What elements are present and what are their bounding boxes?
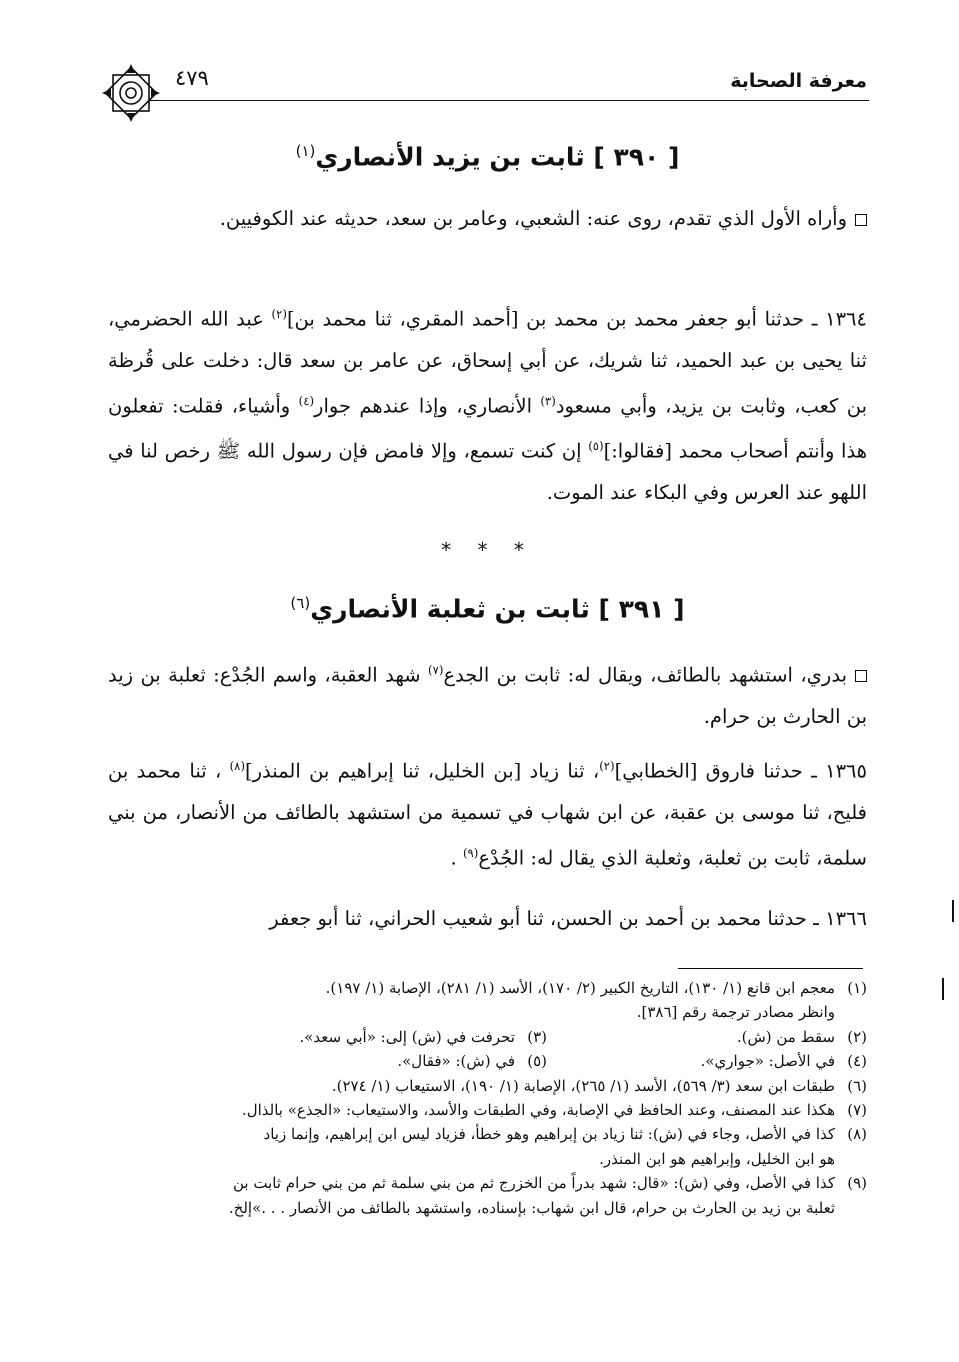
footnote-8-cont: هو ابن الخليل، وإبراهيم هو ابن المنذر. — [599, 1149, 835, 1168]
footnote-row-4-5 — [100, 1049, 867, 1073]
footnote-ref: (٧) — [428, 663, 444, 677]
footnotes — [100, 976, 867, 1220]
footnote-ref: (٤) — [298, 393, 315, 408]
footnote-number: (٧) — [847, 1101, 867, 1120]
margin-mark — [942, 978, 944, 1000]
footnote-ref: (٦) — [290, 594, 311, 612]
heading-text: [ ٣٩٠ ] ثابت بن يزيد الأنصاري — [315, 142, 680, 172]
footnote-text: تحرفت في (ش) إلى: «أبي سعد». — [299, 1027, 515, 1046]
footnote-6 — [100, 1074, 867, 1098]
heading-text: [ ٣٩١ ] ثابت بن ثعلبة الأنصاري — [310, 594, 685, 624]
footnote-text: في (ش): «فقال». — [397, 1052, 515, 1071]
footnote-2 — [547, 1025, 867, 1049]
intro-text: بدري، استشهد بالطائف، ويقال له: ثابت بن الجدع — [443, 663, 847, 687]
hadith-1365 — [108, 746, 867, 878]
footnote-ref: (٥) — [588, 439, 604, 453]
footnote-number: (٩) — [847, 1174, 867, 1193]
running-title: معرفة الصحابة — [730, 70, 867, 92]
hadith-text: وأشياء، فقلت: تفعلون هذا وأنتم أصحاب محمد [فقالوا:] — [108, 394, 867, 463]
footnote-text: معجم ابن قانع (١/ ١٣٠)، التاريخ الكبير (٢/ ١٧٠)، الأسد (١/ ٢٨١)، الإصابة (١/ ١٩٧). — [325, 979, 835, 997]
entry-intro-390 — [108, 198, 867, 239]
square-bullet-icon — [855, 670, 867, 682]
entry-intro-391 — [108, 650, 867, 737]
footnote-ref: (٣) — [540, 393, 556, 408]
footnote-number: (١) — [847, 979, 867, 997]
footnote-ref: (٢) — [271, 307, 287, 321]
footnote-number: (٦) — [847, 1076, 867, 1095]
footnote-text: سقط من (ش). — [736, 1027, 835, 1046]
footnote-7 — [100, 1098, 867, 1122]
footnote-text: هكذا عند المصنف، وعند الحافظ في الإصابة، وفي الطبقات والأسد، والاستيعاب: «الجذع» بالذال. — [241, 1101, 835, 1120]
footnote-ref: (٢) — [599, 759, 615, 773]
footnote-text: كذا في الأصل، وفي (ش): «قال: شهد بدراً من الخزرج ثم من بني سلمة ثم من بني حرام ثابت بن — [233, 1174, 835, 1193]
footnote-8 — [100, 1122, 867, 1146]
footnote-number: (٨) — [847, 1125, 867, 1144]
hadith-1364 — [108, 294, 867, 513]
square-bullet-icon — [855, 214, 867, 226]
footnote-3 — [299, 1025, 547, 1049]
footnote-text: كذا في الأصل، وجاء في (ش): ثنا زياد بن إبراهيم وهو خطأ، فزياد ليس ابن إبراهيم، وإنما زياد — [263, 1125, 835, 1144]
footnote-row-2-3 — [100, 1025, 867, 1049]
intro-text: شهد العقبة، واسم الجُدْع: ثعلبة بن زيد بن الحارث بن حرام. — [108, 663, 867, 728]
footnote-number: (٢) — [847, 1027, 867, 1046]
hadith-text: الأنصاري، وإذا عندهم جوار — [314, 394, 541, 417]
footnote-5 — [397, 1049, 547, 1073]
footnote-number: (٤) — [847, 1052, 867, 1071]
footnote-1 — [100, 976, 867, 1000]
hadith-text: ١٣٦٦ ـ حدثنا محمد بن أحمد بن الحسن، ثنا أبو شعيب الحراني، ثنا أبو جعفر — [269, 907, 867, 930]
footnote-text: طبقات ابن سعد (٣/ ٥٦٩)، الأسد (١/ ٢٦٥)، الإصابة (١/ ١٩٠)، الاستيعاب (١/ ٢٧٤). — [331, 1076, 835, 1095]
margin-mark — [952, 900, 954, 922]
hadith-text: . — [450, 846, 463, 869]
entry-heading-390 — [108, 142, 867, 171]
hadith-text: عبد الله الحضرمي، ثنا يحيى بن عبد الحميد، ثنا شريك، عن أبي إسحاق، عن عامر بن سعد قال: دخلت على قُرظة بن كعب، وثابت بن يزيد، وأبي مسعود — [108, 307, 868, 417]
hadith-text: ١٣٦٥ ـ حدثنا فاروق [الخطابي] — [614, 759, 867, 783]
hadith-text: ١٣٦٤ ـ حدثنا أبو جعفر محمد بن محمد بن [أحمد المقري، ثنا محمد بن] — [286, 307, 867, 331]
footnote-1-cont: وانظر مصادر ترجمة رقم [٣٨٦]. — [636, 1003, 835, 1022]
hadith-text: ، ثنا زياد [بن الخليل، ثنا إبراهيم بن المنذر] — [245, 759, 600, 783]
intro-text: وأراه الأول الذي تقدم، روى عنه: الشعبي، وعامر بن سعد، حديثه عند الكوفيين. — [219, 207, 847, 230]
footnote-number: (٥) — [527, 1052, 547, 1071]
section-separator: * * * — [441, 538, 534, 562]
footnote-text: في الأصل: «جواري». — [700, 1052, 835, 1071]
footnote-ref: (٩) — [462, 845, 479, 860]
header-rule — [148, 100, 869, 101]
footnote-ref: (٨) — [229, 759, 245, 773]
footnote-9 — [100, 1171, 867, 1195]
page-number: ٤٧٩ — [175, 66, 209, 90]
entry-heading-391 — [108, 594, 867, 623]
footnote-ref: (١) — [295, 142, 316, 160]
hadith-text: ، ثنا محمد بن فليح، ثنا موسى بن عقبة، عن ابن شهاب في تسمية من استشهد بالطائف من الأنصار، من بني سلمة، ثابت بن ثعلبة، وثعلبة الذي يقال له: الجُدْع — [108, 759, 867, 869]
hadith-text: إن كنت تسمع، وإلا فامض فإن رسول الله ﷺ رخص لنا في اللهو عند العرس وفي البكاء عند الموت. — [108, 439, 867, 504]
footnote-number: (٣) — [527, 1027, 547, 1046]
footnote-4 — [547, 1049, 867, 1073]
footnote-9-cont: ثعلبة بن زيد بن الحارث بن حرام، قال ابن شهاب: بإسناده، واستشهد بالطائف من الأنصار . . .»إلخ. — [228, 1198, 835, 1217]
hadith-1366 — [108, 898, 867, 939]
footnote-rule — [678, 968, 863, 969]
star-ornament-icon — [100, 62, 162, 124]
